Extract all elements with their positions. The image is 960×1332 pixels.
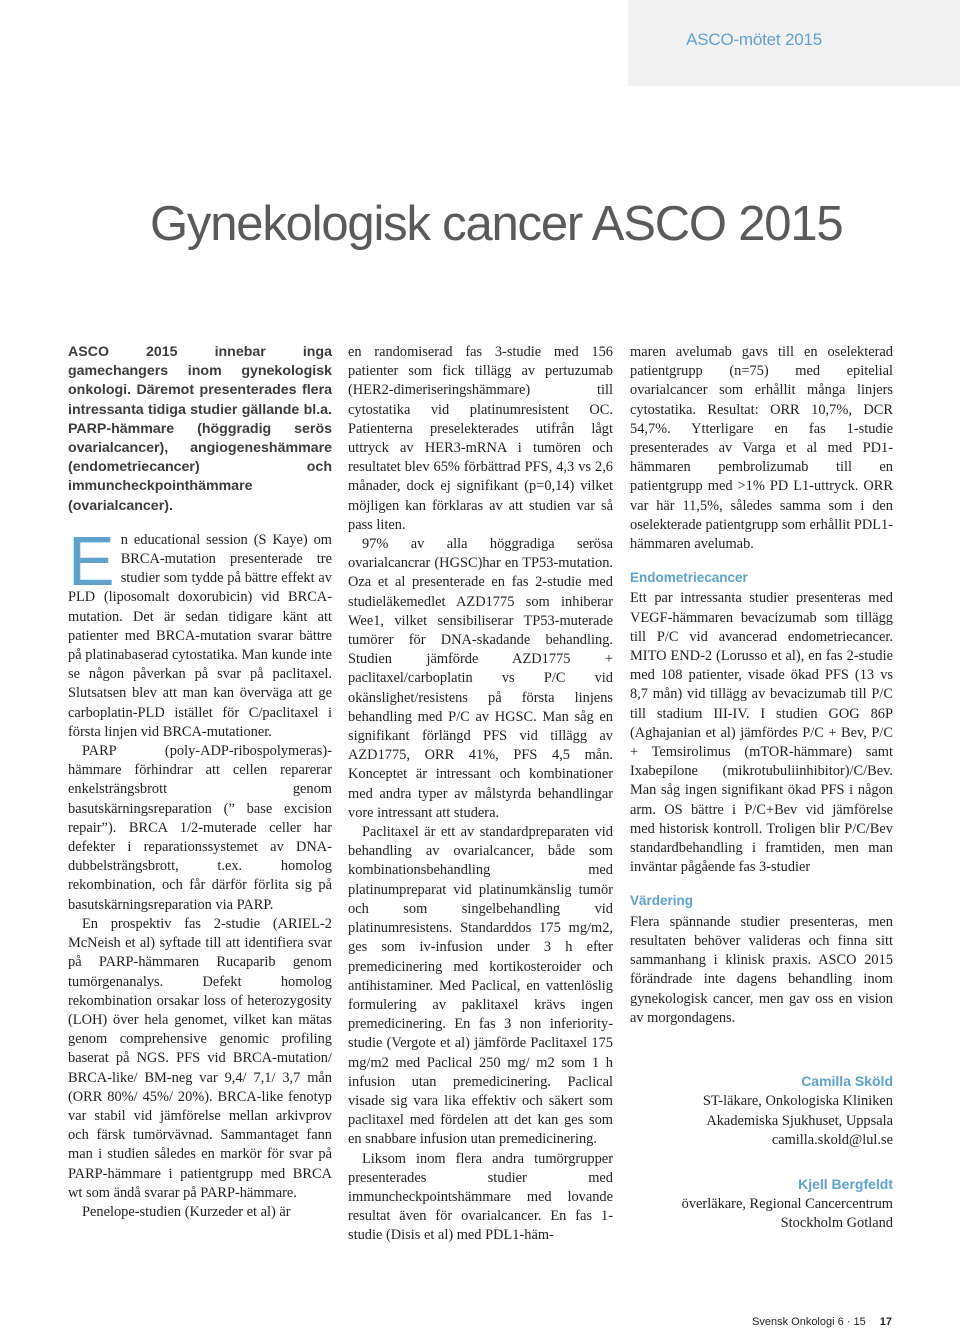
paragraph: Liksom inom flera andra tumörgrupper presenterades studier med immuncheckpointshämmare med lovande resultat även för ovarialcancer. En fas 1- studie (Disis et al) med PDL1-häm- xyxy=(348,1150,613,1244)
paragraph: en randomiserad fas 3-studie med 156 patienter som fick tillägg av pertuzumab (HER2-dimeriseringshämmare) till cytostatika vid platinumresistent OC. Patienterna preselekterades utifrån lågt uttryck av HER3-mRNA i tumören och resultatet blev 65% förbättrad PFS, 4,3 vs 2,6 månader, dock ej signifikant (p=0,14) vilket möjligen kan förklaras av att studien var så pass liten. xyxy=(348,344,613,533)
article-title: Gynekologisk cancer ASCO 2015 xyxy=(150,197,843,251)
author-affiliation: överläkare, Regional Cancercentrum xyxy=(681,1195,893,1212)
lead-paragraph: ASCO 2015 innebar inga gamechangers inom gynekologisk onkologi. Däremot presenterades flera intressanta tidiga studier gällande bl.a. PARP-hämmare (höggradig serös ovarialcancer), angiogeneshämmare (endometriecancer) och immuncheckpointhämmare (ovarialcancer). xyxy=(68,344,332,514)
author-affiliation: Stockholm Gotland xyxy=(780,1215,893,1232)
paragraph: Paclitaxel är ett av standardpreparaten vid behandling av ovarialcancer, både som kombinationsbehandling med platinumpreparat vid platinumkänslig tumör och som singelbehandling vid platinumresistens. Standarddos 175 mg/m2, ges som iv-infusion under 3 h efter premedicinering med kortikosteroider och antihistaminer. Med Paclical, en vattenlöslig formulering av paklitaxel krävs ingen premedicinering. En fas 3 non inferiority-studie (Vergote et al) jämförde Paclitaxel 175 mg/m2 med Paclical 250 mg/ m2 som 1 h infusion utan premedicinering. Paclical visade sig vara lika effektiv och säkert som paclitaxel med fördelen att det kan ges som en snabbare infusion utan premedicinering. xyxy=(348,824,613,1148)
paragraph: maren avelumab gavs till en oselekterad patientgrupp (n=75) med epitelial ovarialcancer som erhållit många linjers cytostatika. Resultat: ORR 10,7%, DCR 54,7%. Ytterligare en fas 1-studie presenterades av Varga et al med PD1-hämmaren pembrolizumab till en patientgrupp med >1% PD L1-uttryck. ORR var här 11,5%, således samma som i den oselekterade patientgrupp som erhållit PDL1-hämmaren avelumab. xyxy=(630,344,893,553)
author-email: camilla.skold@lul.se xyxy=(771,1132,893,1149)
paragraph: En prospektiv fas 2-studie (ARIEL-2 McNeish et al) syftade till att identifiera svar på PARP-hämmaren Rucaparib genom tumörgenanalys. Defekt homolog rekombination orsakar loss of heterozygosity (LOH) över hela genomet, vilket kan mätas genom comprehensive genomic profiling baserat på NGS. PFS vid BRCA-mutation/ BRCA-like/ BM-neg var 9,4/ 7,1/ 3,7 mån (ORR 80%/ 45%/ 20%). BRCA-like fenotyp var stabil vid jämförelse mellan arkivprov och färsk tumörvävnad. Sammantaget fann man i studien således en markör för svar på PARP-hämmare i patientgrupp med BRCA wt som ändå svarar på PARP-hämmare. xyxy=(68,915,332,1201)
paragraph: En educational session (S Kaye) om BRCA-mutation presenterade tre studier som tydde på bättre effekt av PLD (liposomalt doxorubicin) vid BRCA-mutation. Det är sedan tidigare känt att patienter med BRCA-mutation svarar bättre på platinabaserad cytostatika. Man kunde inte se någon påverkan på svar på paclitaxel. Slutsatsen blev att man kan överväga att ge carboplatin-PLD istället för C/paclitaxel i första linjen vid BRCA-mutationer. xyxy=(68,521,332,740)
column-1 xyxy=(68,343,332,1222)
author-affiliation: ST-läkare, Onkologiska Kliniken xyxy=(702,1093,893,1110)
drop-cap: E xyxy=(68,521,115,600)
column-3 xyxy=(630,343,893,1234)
author-name: Camilla Sköld xyxy=(801,1072,893,1089)
paragraph: Flera spännande studier presenteras, men resultaten behöver valideras och finna sitt sammanhang i klinisk praxis. ASCO 2015 förändrade inte dagens behandling inom gynekologisk cancer, men gav oss en vision av morgondagens. xyxy=(630,913,893,1026)
author-block xyxy=(630,1072,893,1234)
paragraph: Penelope-studien (Kurzeder et al) är xyxy=(82,1203,291,1220)
header-strip xyxy=(0,0,628,86)
journal-name: Svensk Onkologi 6 · 15 xyxy=(752,1316,866,1328)
column-2 xyxy=(348,343,613,1246)
author-name: Kjell Bergfeldt xyxy=(798,1175,893,1192)
section-heading-vardering: Värdering xyxy=(630,893,694,909)
paragraph: Ett par intressanta studier presenteras med VEGF-hämmaren bevacizumab som tillägg till P/C vid avancerad endometriecancer. MITO END-2 (Lorusso et al), en fas 2-studie med 108 patienter, visade ökad PFS (13 vs 8,7 mån) vid tillägg av bevacizumab till P/C till stadium III-IV. I studien GOG 86P (Aghajanian et al) jämfördes P/C + Bev, P/C + Temsirolimus (mTOR-hämmare) samt Ixabepilone (mikrotubuliinhibitor)/C/Bev. Man såg ingen signifikant ökad PFS i någon arm. OS bättre i P/C+Bev vid jämförelse med historisk kontroll. Troligen blir P/C/Bev standardbehandling i framtiden, men man inväntar pågående fas 3-studier xyxy=(630,590,893,876)
section-label: ASCO-mötet 2015 xyxy=(686,30,822,49)
paragraph: PARP (poly-ADP-ribospolymeras)-hämmare förhindrar att cellen reparerar enkelsträngsbrott genom basutskärningsreparation (” base excision repair”). BRCA 1/2-muterade celler har defekter i reparationssystemet av DNA-dubbelsträngsbrott, t.ex. homolog rekombination, och får därför förlita sig på basutskärningsreparation via PARP. xyxy=(68,743,332,913)
paragraph: 97% av alla höggradiga serösa ovarialcancrar (HGSC)har en TP53-mutation. Oza et al presenterade en fas 2-studie med studieläkemedlet AZD1775 som inhiberar Wee1, vilket sensibiliserar TP53-muterade tumörer för DNA-skadande behandling. Studien jämförde AZD1775 + paclitaxel/carboplatin vs P/C vid okänslighet/resistens på första linjens behandling med P/C av HGSC. Man såg en signifikant förlängd PFS vid tillägg av AZD1775, ORR 41%, PFS 4,5 mån. Konceptet är intressant och kombinationer med andra typer av målstyrda behandlingar vore intressant att studera. xyxy=(348,536,613,821)
page-footer xyxy=(752,1316,892,1328)
author-affiliation: Akademiska Sjukhuset, Uppsala xyxy=(706,1112,893,1129)
section-heading-endometriecancer: Endometriecancer xyxy=(630,570,748,586)
page-number: 17 xyxy=(879,1316,892,1328)
